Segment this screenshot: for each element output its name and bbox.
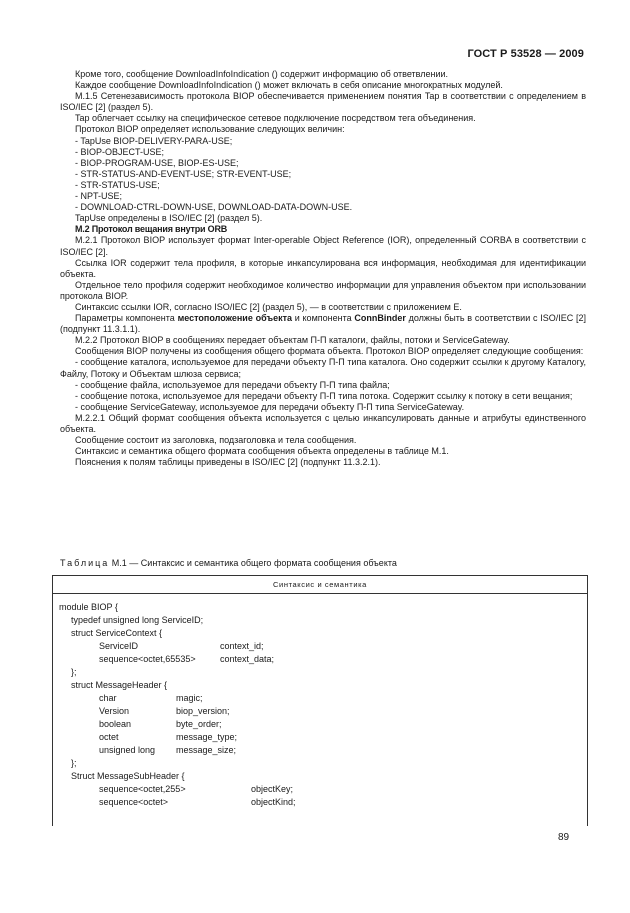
code-line (59, 783, 587, 796)
code-text: typedef unsigned long ServiceID; (71, 615, 204, 625)
code-line (59, 744, 587, 757)
code-text: struct MessageHeader { (71, 680, 168, 690)
bold-term: местоположение объекта (177, 313, 292, 324)
syntax-table (52, 575, 588, 826)
paragraph: Отдельное тело профиля содержит необходимое количество информации для управления объектом при использовании протокола BIOP. (60, 279, 586, 301)
code-text: Version (99, 706, 130, 716)
list-item: - NPT-USE; (75, 191, 123, 202)
code-line (59, 770, 587, 783)
code-text: Struct MessageSubHeader { (71, 771, 185, 781)
paragraph: Сообщение состоит из заголовка, подзаголовка и тела сообщения. (75, 435, 357, 446)
paragraph: Синтаксис ссылки IOR, согласно ISO/IEC [2] (раздел 5), — в соответствии с приложением Е. (75, 301, 462, 312)
code-line (59, 757, 587, 770)
list-item: - сообщение потока, используемое для передачи объекту П-П типа потока. Содержит ссылку к потоку в сети вещания; (75, 390, 573, 401)
table-header: Синтаксис и семантика (53, 576, 587, 594)
paragraph: Протокол BIOP определяет использование следующих величин: (75, 124, 345, 135)
paragraph: Tap облегчает ссылку на специфическое сетевое подключение посредством тега объединения. (75, 113, 476, 124)
paragraph: Сообщения BIOP получены из сообщения общего формата объекта. Протокол BIOP определяет следующие сообщения: (75, 346, 584, 357)
code-text: biop_version; (176, 706, 230, 716)
code-text: context_id; (220, 641, 264, 651)
code-text: sequence<octet,65535> (99, 654, 196, 664)
paragraph: М.2.2 Протокол BIOP в сообщениях передает объектам П-П каталоги, файлы, потоки и ServiceGateway. (75, 335, 510, 346)
code-text: ServiceID (99, 641, 139, 651)
text-run: Параметры компонента (75, 313, 175, 324)
paragraph: М.2.2.1 Общий формат сообщения объекта используется с целью инкапсулировать данные и атрибуты единственного объекта. (60, 412, 586, 434)
paragraph (60, 313, 586, 335)
code-text: }; (71, 758, 77, 768)
code-text: objectKind; (251, 797, 296, 807)
code-text: struct ServiceContext { (71, 628, 163, 638)
text-run: и компонента (294, 313, 352, 324)
code-line (59, 705, 587, 718)
code-block (53, 594, 587, 809)
code-text: sequence<octet,255> (99, 784, 186, 794)
paragraph: Синтаксис и семантика общего формата сообщения объекта определены в таблице М.1. (75, 446, 449, 457)
list-item: - сообщение файла, используемое для передачи объекту П-П типа файла; (75, 379, 390, 390)
code-text: message_size; (176, 745, 237, 755)
code-line (59, 666, 587, 679)
paragraph: М.2.1 Протокол BIOP использует формат Inter-operable Object Reference (IOR), определенный CORBA в соответствии с ISO/IEC [2]. (60, 235, 586, 257)
table-caption (60, 558, 397, 568)
paragraph: М.1.5 Сетенезависимость протокола BIOP обеспечивается применением понятия Tap в соответствии с определением в ISO/IEC [2] (раздел 5). (60, 91, 586, 113)
list-item: - STR-STATUS-USE; (75, 179, 160, 190)
code-line (59, 627, 587, 640)
code-line (59, 601, 587, 614)
caption-text: М.1 — Синтаксис и семантика общего формата сообщения объекта (109, 558, 397, 568)
code-line (59, 679, 587, 692)
code-text: unsigned long (99, 745, 156, 755)
code-text: message_type; (176, 732, 238, 742)
code-line (59, 718, 587, 731)
paragraph: Пояснения к полям таблицы приведены в ISO/IEC [2] (подпункт 11.3.2.1). (75, 457, 381, 468)
code-line (59, 731, 587, 744)
code-text: sequence<octet> (99, 797, 169, 807)
code-line (59, 653, 587, 666)
code-text: context_data; (220, 654, 275, 664)
paragraph: Ссылка IOR содержит тела профиля, в которые инкапсулирована вся информация, необходимая для идентификации объекта. (60, 257, 586, 279)
code-line (59, 614, 587, 627)
paragraph: Кроме того, сообщение DownloadInfoIndication () содержит информацию об ответвлении. (75, 69, 449, 79)
section-heading: М.2 Протокол вещания внутри ORB (75, 224, 228, 235)
document-body (60, 69, 586, 468)
list-item: - сообщение ServiceGateway, используемое для передачи объекту П-П типа ServiceGateway. (75, 401, 465, 412)
list-item: - сообщение каталога, используемое для передачи объекту П-П типа каталога. Оно содержит ссылки к другому Каталогу, Файлу, Потоку и Объектам шлюза сервиса; (60, 357, 586, 379)
standard-header: ГОСТ Р 53528 — 2009 (467, 48, 584, 60)
code-line (59, 640, 587, 653)
code-text: byte_order; (176, 719, 222, 729)
paragraph: TapUse определены в ISO/IEC [2] (раздел 5). (75, 213, 263, 224)
page-number: 89 (558, 832, 570, 843)
code-line (59, 692, 587, 705)
bold-term: ConnBinder (354, 313, 406, 324)
caption-prefix: Таблица (60, 558, 110, 568)
list-item: - DOWNLOAD-CTRL-DOWN-USE, DOWNLOAD-DATA-DOWN-USE. (75, 202, 353, 213)
list-item: - STR-STATUS-AND-EVENT-USE; STR-EVENT-USE; (75, 168, 292, 179)
code-line (59, 796, 587, 809)
code-text: objectKey; (251, 784, 294, 794)
list-item: - BIOP-OBJECT-USE; (75, 146, 165, 157)
code-text: }; (71, 667, 77, 677)
code-text: module BIOP { (59, 602, 118, 612)
code-text: boolean (99, 719, 132, 729)
code-text: octet (99, 732, 119, 742)
code-text: magic; (176, 693, 203, 703)
paragraph: Каждое сообщение DownloadInfoIndication () может включать в себя описание многократных модулей. (75, 80, 503, 91)
text-run: должны быть в соответствии с ISO/IEC [2] (подпункт 11.3.1.1). (60, 313, 586, 335)
code-text: char (99, 693, 117, 703)
list-item: - BIOP-PROGRAM-USE, BIOP-ES-USE; (75, 157, 239, 168)
list-item: - TapUse BIOP-DELIVERY-PARA-USE; (75, 135, 233, 146)
